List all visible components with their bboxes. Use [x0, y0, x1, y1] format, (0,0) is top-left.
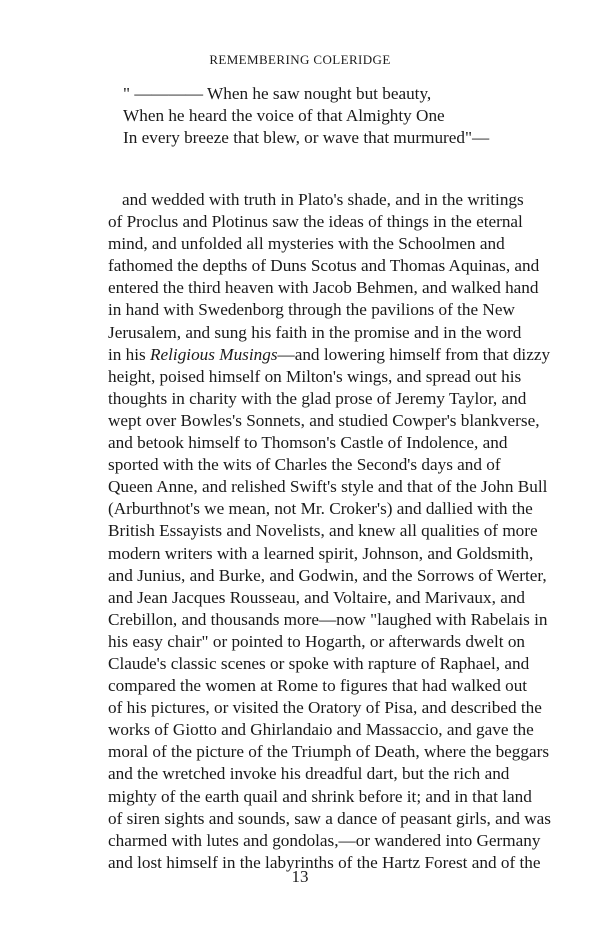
verse-line: When he heard the voice of that Almighty One	[123, 106, 445, 125]
body-line: and lost himself in the labyrinths of the Hartz Forest and of the	[108, 852, 541, 872]
body-line: Jerusalem, and sung his faith in the promise and in the word	[108, 322, 522, 342]
body-line: compared the women at Rome to figures that had walked out	[108, 676, 528, 696]
body-line: and Junius, and Burke, and Godwin, and the Sorrows of Werter,	[108, 565, 547, 585]
body-line: in hand with Swedenborg through the pavilions of the New	[108, 300, 515, 320]
body-line	[108, 344, 551, 366]
body-line: moral of the picture of the Triumph of Death, where the beggars	[108, 742, 550, 762]
body-line-text: —and lowering himself from that dizzy	[277, 344, 551, 364]
body-line: British Essayists and Novelists, and knew all qualities of more	[108, 521, 538, 541]
body-line: sported with the wits of Charles the Second's days and of	[108, 455, 501, 475]
body-line: works of Giotto and Ghirlandaio and Massaccio, and gave the	[108, 720, 534, 740]
verse-line: In every breeze that blew, or wave that murmured"—	[123, 128, 490, 147]
body-line: and Jean Jacques Rousseau, and Voltaire, and Marivaux, and	[108, 587, 526, 607]
body-line: mighty of the earth quail and shrink before it; and in that land	[108, 786, 532, 806]
body-line: Queen Anne, and relished Swift's style and that of the John Bull	[108, 477, 548, 497]
body-line: thoughts in charity with the glad prose of Jeremy Taylor, and	[108, 388, 527, 408]
verse-line: " ———— When he saw nought but beauty,	[123, 84, 432, 103]
body-line: and betook himself to Thomson's Castle of Indolence, and	[108, 433, 508, 453]
body-line: Claude's classic scenes or spoke with rapture of Raphael, and	[108, 653, 530, 673]
verse-quotation	[123, 83, 543, 149]
body-line: mind, and unfolded all mysteries with the Schoolmen and	[108, 234, 505, 254]
page-number: 13	[291, 867, 309, 886]
body-line: and the wretched invoke his dreadful dart, but the rich and	[108, 764, 510, 784]
body-line: height, poised himself on Milton's wings, and spread out his	[108, 366, 522, 386]
body-line: of his pictures, or visited the Oratory of Pisa, and described the	[108, 698, 542, 718]
body-line: his easy chair" or pointed to Hogarth, or afterwards dwelt on	[108, 631, 526, 651]
body-line: charmed with lutes and gondolas,—or wandered into Germany	[108, 830, 541, 850]
body-line: of siren sights and sounds, saw a dance of peasant girls, and was	[108, 808, 551, 828]
italic-title: Religious Musings	[150, 344, 278, 364]
body-line: and wedded with truth in Plato's shade, and in the writings	[122, 190, 524, 209]
body-paragraph	[108, 189, 551, 874]
running-head: REMEMBERING COLERIDGE	[209, 52, 391, 67]
body-line: fathomed the depths of Duns Scotus and Thomas Aquinas, and	[108, 256, 540, 276]
body-line: wept over Bowles's Sonnets, and studied Cowper's blankverse,	[108, 410, 540, 430]
body-line-text: in his	[108, 344, 151, 364]
body-line: of Proclus and Plotinus saw the ideas of things in the eternal	[108, 212, 523, 232]
body-line: modern writers with a learned spirit, Johnson, and Goldsmith,	[108, 543, 534, 563]
body-line: Crebillon, and thousands more—now "laughed with Rabelais in	[108, 609, 548, 629]
body-line: (Arburthnot's we mean, not Mr. Croker's) and dallied with the	[108, 499, 533, 519]
body-line: entered the third heaven with Jacob Behmen, and walked hand	[108, 278, 539, 298]
